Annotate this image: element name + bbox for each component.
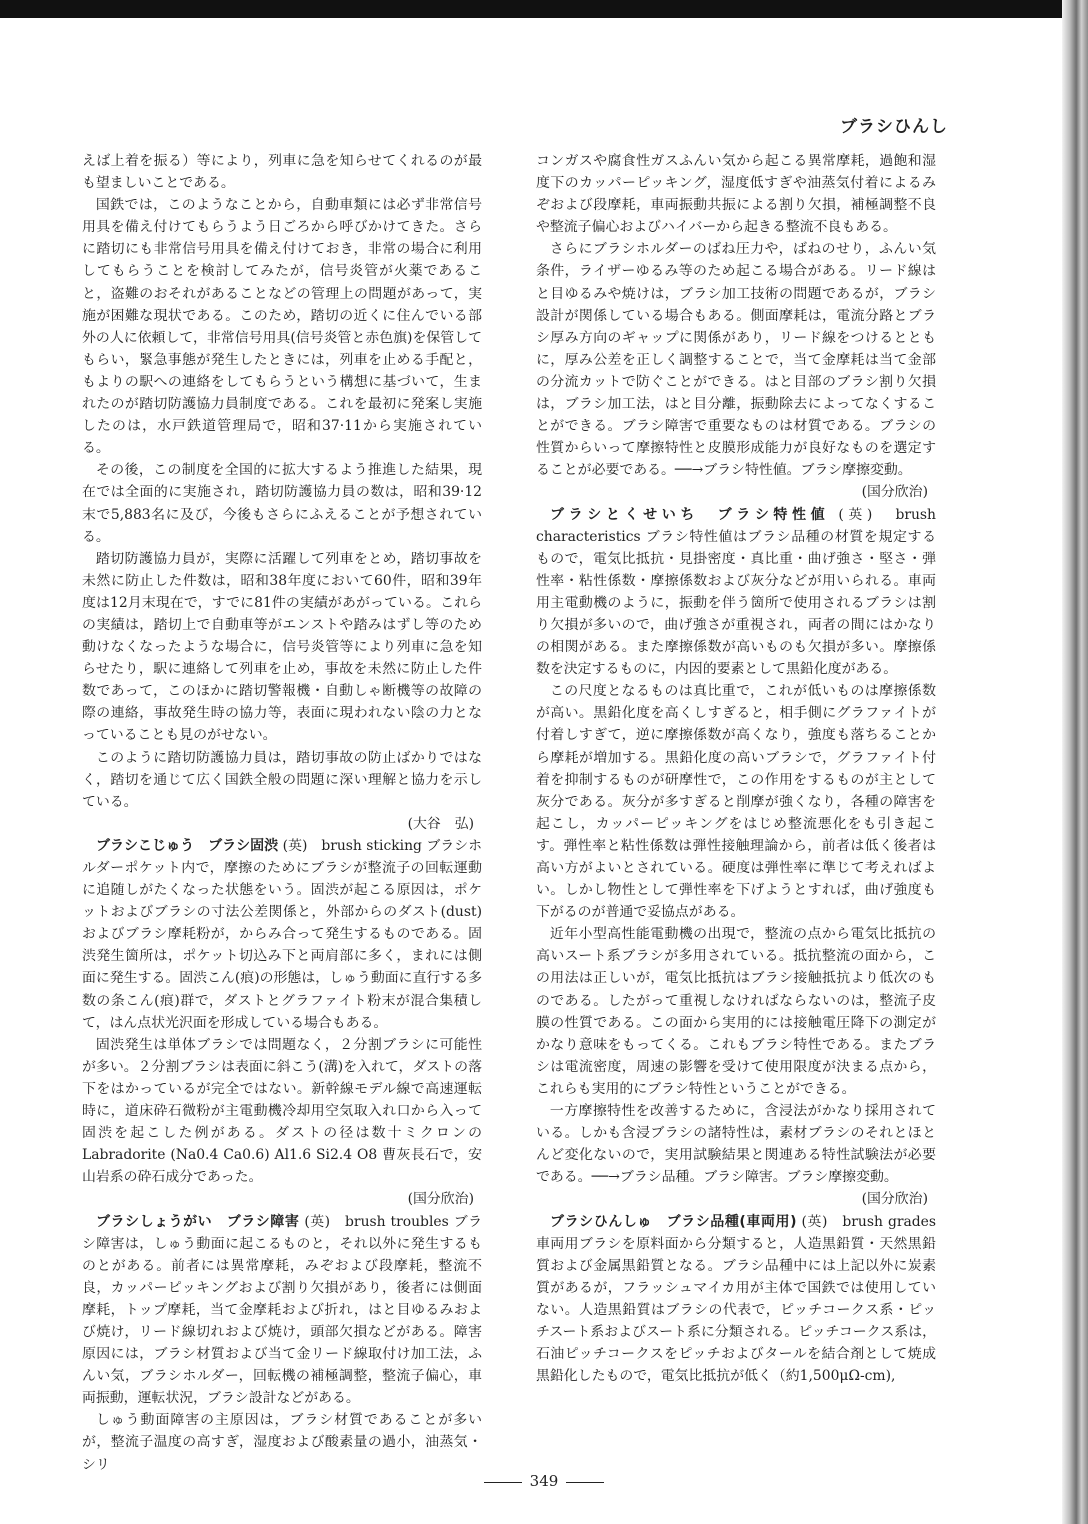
left-column bbox=[82, 150, 482, 1476]
entry-headword: ブラシひんしゅ ブラシ品種(車両用) bbox=[550, 1213, 797, 1230]
right-column bbox=[536, 150, 936, 1387]
entry-brush-characteristics bbox=[536, 504, 936, 681]
entry-headword: ブラシしょうがい ブラシ障害 bbox=[96, 1213, 300, 1230]
author-signature: (大谷 弘) bbox=[407, 815, 474, 832]
paragraph: さらにブラシホルダーのばね圧力や，ばねのせり，ふんい気条件，ライザーゆるみ等のため起こる場合がある。リード線はと目ゆるみや焼けは，ブラシ加工技術の問題であるが，ブラシ設計が関係している場合もある。側面摩耗は，電流分路とブラシ厚み方向のギャップに関係があり，リード線をつけるとともに，厚み公差を正しく調整することで，当て金摩耗は当て金部の分流カットで防ぐことができる。はと目部のブラシ割り欠損は，ブラシ加工法，はと目分離，振動除去によってなくすることができる。ブラシ障害で重要なものは材質である。ブラシの性質からいって摩擦特性と皮膜形成能力が良好なものを選定することが必要である。──→ブラシ特性値。ブラシ摩擦変動。 bbox=[536, 241, 936, 479]
author-signature: (国分欣治) bbox=[861, 484, 928, 501]
paragraph: コンガスや腐食性ガスふんい気から起こる異常摩耗，過飽和湿度下のカッパーピッキング，湿度低すぎや油蒸気付着によるみぞおよび段摩耗，車両振動共振による割り欠損，補極調整不良や整流子偏心およびハイバーから起きる整流不良もある。 bbox=[536, 153, 936, 236]
paragraph: しゅう動面障害の主原因は，ブラシ材質であることが多いが，整流子温度の高すぎ，湿度および酸素量の過小，油蒸気・シリ bbox=[82, 1412, 482, 1473]
paragraph: 固渋発生は単体ブラシでは問題なく，２分割ブラシに可能性が多い。２分割ブラシは表面に斜こう(溝)を入れて，ダストの落下をはかっているが完全ではない。新幹線モデル線で高速運転時に，道床砕石微粉が主電動機冷却用空気取入れ口から入って固渋を起こした例がある。ダストの径は数十ミクロンの Labradorite (Na0.4 Ca0.6) Al1.6 Si2.4 O8 曹灰長石で，安山岩系の砕石成分であった。 bbox=[82, 1036, 482, 1186]
entry-brush-troubles bbox=[82, 1211, 482, 1410]
entry-english-term: (英) brush sticking bbox=[282, 837, 422, 854]
book-spine-shadow bbox=[1062, 0, 1088, 1524]
paragraph: えば上着を振る）等により，列車に急を知らせてくれるのが最も望ましいことである。 bbox=[82, 153, 482, 192]
entry-brush-sticking bbox=[82, 835, 482, 1034]
paragraph: 国鉄では，このようなことから，自動車類には必ず非常信号用具を備え付けてもらうよう日ごろから呼びかけてきた。さらに踏切にも非常信号用具を備え付けておき，非常の場合に利用してもらうことを検討してみたが，信号炎管が火薬であること，盗難のおそれがあることなどの管理上の問題があって，実施が困難な現状である。このため，踏切の近くに住んでいる部外の人に依頼して，非常信号用具(信号炎管と赤色旗)を保管してもらい，緊急事態が発生したときには，列車を止める手配と，もよりの駅への連絡をしてもらうという構想に基づいて，生まれたのが踏切防護協力員制度である。これを最初に発案し実施したのは，水戸鉄道管理局で，昭和37·11から実施されている。 bbox=[82, 197, 482, 457]
paragraph: このように踏切防護協力員は，踏切事故の防止ばかりではなく，踏切を通じて広く国鉄全般の問題に深い理解と協力を示している。 bbox=[82, 749, 482, 810]
folio-rule bbox=[566, 1482, 604, 1483]
scan-top-border bbox=[0, 0, 1088, 18]
paragraph: 踏切防護協力員が，実際に活躍して列車をとめ，踏切事故を未然に防止した件数は，昭和38年度において60件，昭和39年度は12月末現在で，すでに81件の実績があがっている。これらの実績は，踏切上で自動車等がエンストや踏みはずし等のため動けなくなったような場合に，信号炎管等により列車に急を知らせたり，駅に連絡して列車を止め，事故を未然に防止した件数であって，このほかに踏切警報機・自動しゃ断機等の故障の際の連絡，事故発生時の協力等，表面に現われない陰の力となっていることも見のがせない。 bbox=[82, 550, 482, 744]
entry-english-term: (英) brush troubles bbox=[304, 1213, 449, 1230]
paragraph: この尺度となるものは真比重で，これが低いものは摩擦係数が高い。黒鉛化度を高くしすぎると，相手側にグラファイトが付着しすぎて，逆に摩擦係数が高くなり，強度も落ちることから摩耗が増加する。黒鉛化度の高いブラシで，グラファイト付着を抑制するものが研摩性で，この作用をするものが主として灰分である。灰分が多すぎると削摩が強くなり，各種の障害を起こし，カッパーピッキングをはじめ整流悪化をも引き起こす。弾性率と粘性係数は弾性接触理論から，前者は低く後者は高い方がよいとされている。硬度は弾性率に準じて考えればよい。しかし物性として弾性率を下げようとすれば，曲げ強度も下がるのが普通で妥協点がある。 bbox=[536, 683, 936, 921]
running-header: ブラシひんし bbox=[840, 117, 948, 137]
entry-english-term: (英) brush grades bbox=[801, 1213, 936, 1230]
entry-english-term: (英) brush characteristics bbox=[536, 506, 936, 545]
entry-body: ブラシ障害は，しゅう動面に起こるものと，それ以外に発生するものとがある。前者には異常摩耗，みぞおよび段摩耗，整流不良，カッパーピッキングおよび割り欠損があり，後者には側面摩耗，トップ摩耗，当て金摩耗および折れ，はと目ゆるみおよび焼け，リード線切れおよび焼け，頭部欠損などがある。障害原因には，ブラシ材質および当て金リード線取付け加工法，ふんい気，ブラシホルダー，回転機の補極調整，整流子偏心，車両振動，運転状況，ブラシ設計などがある。 bbox=[82, 1213, 483, 1407]
author-signature: (国分欣治) bbox=[407, 1191, 474, 1208]
author-signature: (国分欣治) bbox=[861, 1191, 928, 1208]
page-footer bbox=[0, 1472, 1088, 1490]
entry-body: ブラシホルダーポケット内で，摩擦のためにブラシが整流子の回転運動に追随しがたくなった状態をいう。固渋が起こる原因は，ポケットおよびブラシの寸法公差関係と，外部からのダスト(dust)およびブラシ摩耗粉が，からみ合って発生するものである。固渋発生箇所は，ポケット切込み下と両肩部に多く，まれには側面に発生する。固渋こん(痕)の形態は，しゅう動面に直行する多数の条こん(痕)群で，ダストとグラファイト粉末が混合集積して，はん点状光沢面を形成している場合もある。 bbox=[82, 837, 482, 1031]
entry-headword: ブラシこじゅう ブラシ固渋 bbox=[96, 837, 279, 854]
entry-brush-grades bbox=[536, 1211, 936, 1388]
paragraph: 近年小型高性能電動機の出現で，整流の点から電気比抵抗の高いスート系ブラシが多用されている。抵抗整流の面から，この用法は正しいが，電気比抵抗はブラシ接触抵抗より低次のものである。したがって重視しなければならないのは，整流子皮膜の性質である。この面から実用的には接触電圧降下の測定がかなり意味をもってくる。これもブラシ特性である。またブラシは電流密度，周速の影響を受けて使用限度が決まる点から，これらも実用的にブラシ特性ということができる。 bbox=[536, 926, 936, 1097]
entry-headword: ブラシとくせいち ブラシ特性値 bbox=[550, 506, 830, 523]
paragraph: その後，この制度を全国的に拡大するよう推進した結果，現在では全面的に実施され，踏切防護協力員の数は，昭和39·12末で5,883名に及び，今後もさらにふえることが予想されている。 bbox=[82, 462, 482, 545]
folio-rule bbox=[484, 1482, 522, 1483]
paragraph: 一方摩擦特性を改善するために，含浸法がかなり採用されている。しかも含浸ブラシの諸特性は，素材ブラシのそれとほとんど変化ないので，実用試験結果と関連ある特性試験法が必要である。──→ブラシ品種。ブラシ障害。ブラシ摩擦変動。 bbox=[536, 1103, 936, 1186]
entry-body: 車両用ブラシを原料面から分類すると，人造黒鉛質・天然黒鉛質および金属黒鉛質となる。ブラシ品種中には上記以外に炭素質があるが，フラッシュマイカ用が主体で国鉄では使用していない。人造黒鉛質はブラシの代表で，ピッチコークス系・ピッチスート系およびスート系に分類される。ピッチコークス系は，石油ピッチコークスをピッチおよびタールを結合剤として焼成黒鉛化したもので，電気比抵抗が低く（約1,500μΩ-cm), bbox=[536, 1235, 936, 1385]
page-number: 349 bbox=[529, 1472, 559, 1490]
entry-body: ブラシ特性値はブラシ品種の材質を規定するもので，電気比抵抗・見掛密度・真比重・曲げ強さ・堅さ・弾性率・粘性係数・摩擦係数および灰分などが用いられる。車両用主電動機のように，振動を伴う箇所で使用されるブラシは割り欠損が多いので，曲げ強さが重視され，両者の間にはかなりの相関がある。また摩擦係数が高いものも欠損が多い。摩擦係数を決定するものに，内因的要素として黒鉛化度がある。 bbox=[536, 528, 936, 678]
